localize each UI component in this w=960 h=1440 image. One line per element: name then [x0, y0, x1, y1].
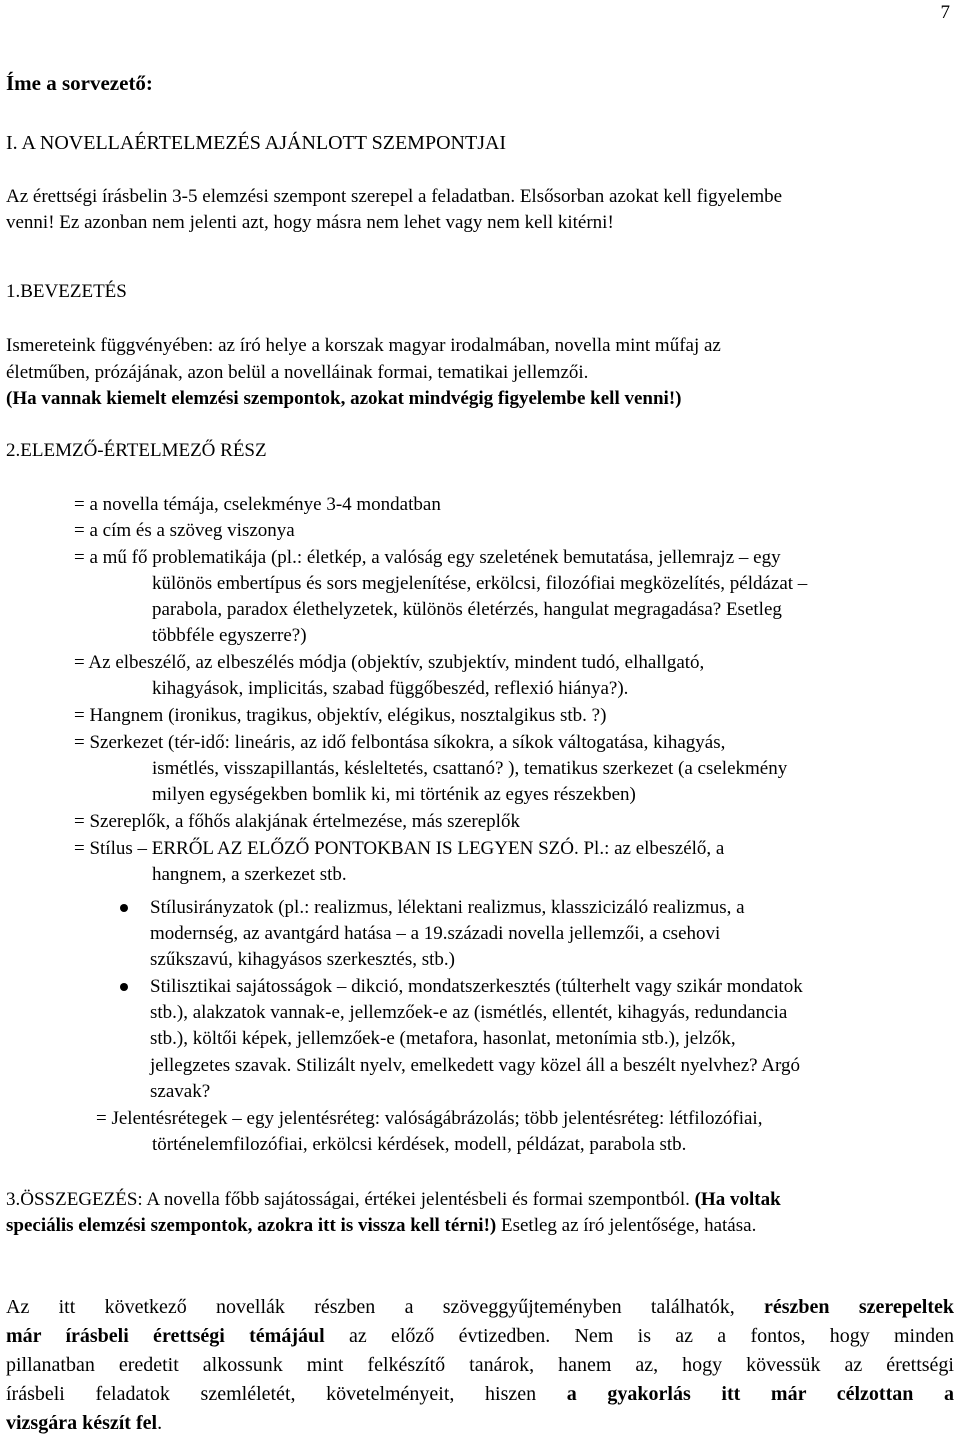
section-3-line-2: speciális elemzési szempontok, azokra itt is vissza kell térni!) Esetleg az író jelentősége, hatása. [6, 1215, 757, 1236]
s2-item-problem-cont-3: többféle egyszerre?) [152, 625, 307, 646]
bullet-2-line-4: jellegzetes szavak. Stilizált nyelv, emelkedett vagy közel áll a beszélt nyelvhez? Argó [150, 1055, 800, 1076]
section-1-line-2: életműben, prózájának, azon belül a novelláinak formai, tematikai jellemzői. [6, 362, 589, 383]
s2-item-structure: = Szerkezet (tér-idő: lineáris, az idő felbontása síkokra, a síkok váltogatása, kihagyás, [74, 732, 726, 753]
s2-item-tone: = Hangnem (ironikus, tragikus, objektív, elégikus, nosztalgikus stb. ?) [74, 705, 607, 726]
bullet-1-line-2: modernség, az avantgárd hatása – a 19.századi novella jellemzői, a csehovi [150, 923, 721, 944]
s2-item-layers-cont: történelemfilozófiai, erkölcsi kérdések, modell, példázat, parabola stb. [152, 1134, 687, 1155]
main-heading: I. A NOVELLAÉRTELMEZÉS AJÁNLOTT SZEMPONTJAI [6, 132, 507, 154]
s2-item-problem: = a mű fő problematikája (pl.: életkép, a valóság egy szeletének bemutatása, jellemrajz – egy [74, 547, 781, 568]
page-number: 7 [940, 2, 950, 23]
s2-item-layers: = Jelentésrétegek – egy jelentésréteg: valóságábrázolás; több jelentésréteg: létfilozófiai, [96, 1108, 763, 1129]
s2-item-structure-cont-2: milyen egységekben bomlik ki, mi történik az egyes részekben) [152, 784, 636, 805]
closing-paragraph [6, 1293, 954, 1438]
s2-item-characters: = Szereplők, a főhős alakjának értelmezése, más szereplők [74, 811, 520, 832]
intro-title: Íme a sorvezető: [6, 71, 153, 95]
section-2-title: 2.ELEMZŐ-ÉRTELMEZŐ RÉSZ [6, 440, 267, 461]
s2-item-style: = Stílus – ERRŐL AZ ELŐZŐ PONTOKBAN IS LEGYEN SZÓ. Pl.: az elbeszélő, a [74, 838, 725, 859]
bullet-2-line-2: stb.), alakzatok vannak-e, jellemzőek-e az (ismétlés, ellentét, kihagyás, redundancia [150, 1002, 788, 1023]
s2-item-narrator: = Az elbeszélő, az elbeszélés módja (objektív, szubjektív, mindent tudó, elhallgató, [74, 652, 705, 673]
closing-line-1: Az itt következő novellák részben a szöveggyűjteményben találhatók, részben szerepeltek [6, 1296, 954, 1318]
bullet-2-line-1: Stilisztikai sajátosságok – dikció, mondatszerkesztés (túlterhelt vagy szikár mondatok [150, 976, 803, 997]
s2-item-title: = a cím és a szöveg viszonya [74, 520, 295, 541]
section-3-line-1: 3.ÖSSZEGEZÉS: A novella főbb sajátosságai, értékei jelentésbeli és formai szempontból. (Ha voltak [6, 1189, 781, 1210]
closing-line-5: vizsgára készít fel. [6, 1412, 163, 1434]
bullet-1-line-3: szűkszavú, kihagyásos szerkesztés, stb.) [150, 949, 455, 970]
bullet-icon [120, 904, 128, 912]
s2-item-theme: = a novella témája, cselekménye 3-4 mondatban [74, 494, 441, 515]
section-1-title: 1.BEVEZETÉS [6, 281, 127, 302]
bullet-2-line-5: szavak? [150, 1081, 211, 1102]
closing-line-4: írásbeli feladatok szemléletét, követelményeit, hiszen a gyakorlás itt már célzottan a [6, 1383, 955, 1405]
bullet-2-line-3: stb.), költői képek, jellemzőek-e (metafora, hasonlat, metonímia stb.), jelzők, [150, 1028, 736, 1049]
s2-item-structure-cont-1: ismétlés, visszapillantás, késleltetés, csattanó? ), tematikus szerkezet (a cselekmény [152, 758, 788, 779]
s2-item-problem-cont-1: különös embertípus és sors megjelenítése, erkölcsi, filozófiai megközelítés, példázat – [152, 573, 808, 594]
s2-item-style-cont: hangnem, a szerkezet stb. [152, 864, 347, 885]
intro-line-2: venni! Ez azonban nem jelenti azt, hogy másra nem lehet vagy nem kell kitérni! [6, 212, 614, 233]
bullet-icon [120, 983, 128, 991]
bullet-1-line-1: Stílusirányzatok (pl.: realizmus, lélektani realizmus, klasszicizáló realizmus, a [150, 897, 745, 918]
section-1-note: (Ha vannak kiemelt elemzési szempontok, azokat mindvégig figyelembe kell venni!) [6, 388, 682, 409]
intro-line-1: Az érettségi írásbelin 3-5 elemzési szempont szerepel a feladatban. Elsősorban azokat kell figyelembe [6, 186, 783, 207]
closing-line-2: már írásbeli érettségi témájául az előző évtizedben. Nem is az a fontos, hogy minden [6, 1325, 954, 1347]
closing-line-3: pillanatban eredetit alkossunk mint felkészítő tanárok, hanem az, hogy kövessük az érettségi [6, 1354, 954, 1376]
s2-item-problem-cont-2: parabola, paradox élethelyzetek, különös életérzés, hangulat megragadása? Esetleg [152, 599, 782, 620]
s2-item-narrator-cont: kihagyások, implicitás, szabad függőbeszéd, reflexió hiánya?). [152, 678, 629, 699]
section-1-line-1: Ismereteink függvényében: az író helye a korszak magyar irodalmában, novella mint műfaj az [6, 335, 721, 356]
